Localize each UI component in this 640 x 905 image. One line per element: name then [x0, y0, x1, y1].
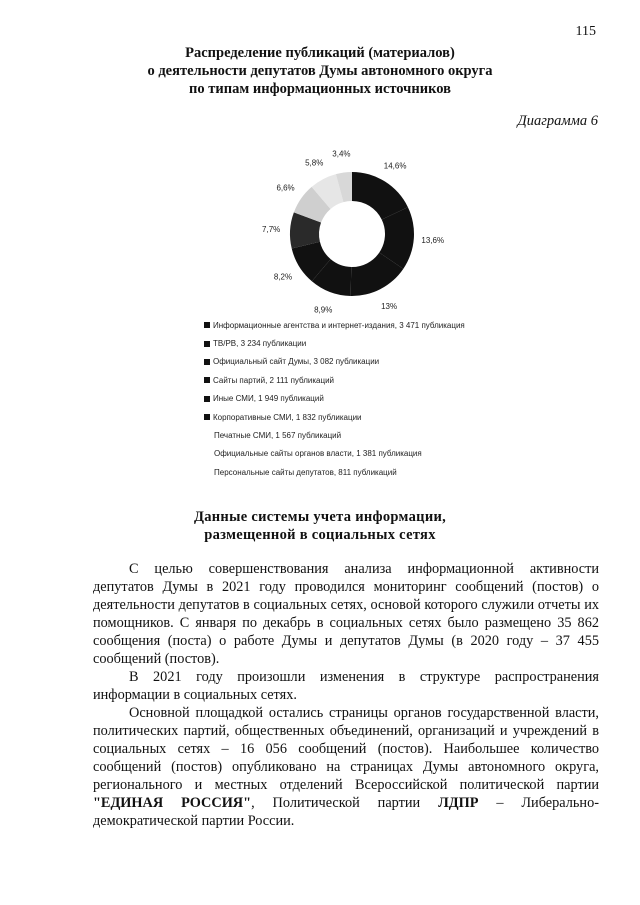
legend-label: Официальные сайты органов власти, 1 381 публикация: [214, 449, 422, 459]
paragraph: В 2021 году произошли изменения в структуре распространения информации в социальных сетях.: [93, 669, 599, 703]
legend-swatch: [204, 396, 210, 402]
legend-item: [204, 316, 584, 334]
legend-label: ТВ/РВ, 3 234 публикации: [213, 339, 307, 349]
diagram-label: Диаграмма 6: [517, 113, 598, 129]
legend-label: Персональные сайты депутатов, 811 публикаций: [214, 467, 397, 477]
legend-swatch: [204, 341, 210, 347]
legend-label: Сайты партий, 2 111 публикаций: [213, 375, 335, 385]
slice-data-label: 8,2%: [273, 272, 293, 282]
slice-data-label: 3,4%: [332, 149, 351, 159]
donut-chart: [230, 146, 470, 316]
slice-data-label: 8,9%: [314, 305, 333, 315]
title-line: по типам информационных источников: [189, 81, 451, 97]
body-text: [93, 560, 599, 830]
paragraph-text: Основной площадкой остались страницы органов государственной власти, политических партий, общественных объединений, организаций и учреждений в социальных сетях – 16 056 сообщений (постов). Наибольшее количество сообщений (постов) опубликовано на страницах Думы автономного округа, регионального и местных отделений Всероссийской политической партии: [93, 705, 599, 793]
legend-item: [204, 390, 584, 408]
slice-data-label: 6,6%: [276, 183, 295, 193]
legend-item: [204, 371, 584, 389]
paragraph-text: , Политической партии: [251, 795, 439, 811]
legend-swatch: [204, 377, 210, 383]
party-name: "ЕДИНАЯ РОССИЯ": [93, 795, 252, 811]
paragraph: С целью совершенствования анализа информационной активности депутатов Думы в 2021 году проводился мониторинг сообщений (постов) о деятельности депутатов в социальных сетях, основой которого служили отчеты их помощников. С января по декабрь в социальных сетях было размещено 35 862 сообщения (поста) о работе Думы и депутатов Думы (в 2020 году – 37 455 сообщений (постов).: [93, 561, 599, 667]
page-number: 115: [575, 24, 596, 39]
slice-data-label: 13%: [381, 301, 398, 311]
chart-legend: [204, 316, 584, 482]
paragraph-text: – Либерально-демократической партии России.: [93, 795, 599, 829]
legend-label: Иные СМИ, 1 949 публикаций: [213, 394, 324, 404]
legend-label: Официальный сайт Думы, 3 082 публикации: [213, 357, 380, 367]
slice-data-label: 7,7%: [262, 225, 281, 235]
legend-swatch: [204, 414, 210, 420]
section-title: [0, 508, 640, 544]
legend-item: [204, 426, 584, 444]
slice-data-label: 5,8%: [305, 158, 324, 168]
legend-item: [204, 353, 584, 371]
paragraph: [93, 704, 599, 830]
section-title-line: Данные системы учета информации,: [193, 509, 447, 525]
legend-swatch: [204, 322, 210, 328]
slice-data-label: 13,6%: [421, 235, 445, 245]
legend-item: [204, 445, 584, 463]
title-line: Распределение публикаций (материалов): [185, 45, 455, 61]
legend-swatch: [204, 359, 210, 365]
section-title-line: размещенной в социальных сетях: [204, 527, 436, 543]
party-name: ЛДПР: [438, 795, 479, 811]
legend-label: Печатные СМИ, 1 567 публикаций: [214, 431, 342, 441]
page-title: [0, 44, 640, 98]
title-line: о деятельности депутатов Думы автономного округа: [147, 63, 493, 79]
legend-item: [204, 408, 584, 426]
slice-data-label: 14,6%: [383, 161, 407, 171]
legend-label: Информационные агентства и интернет-издания, 3 471 публикация: [213, 320, 465, 330]
legend-item: [204, 463, 584, 481]
legend-item: [204, 334, 584, 352]
legend-label: Корпоративные СМИ, 1 832 публикации: [213, 412, 362, 422]
